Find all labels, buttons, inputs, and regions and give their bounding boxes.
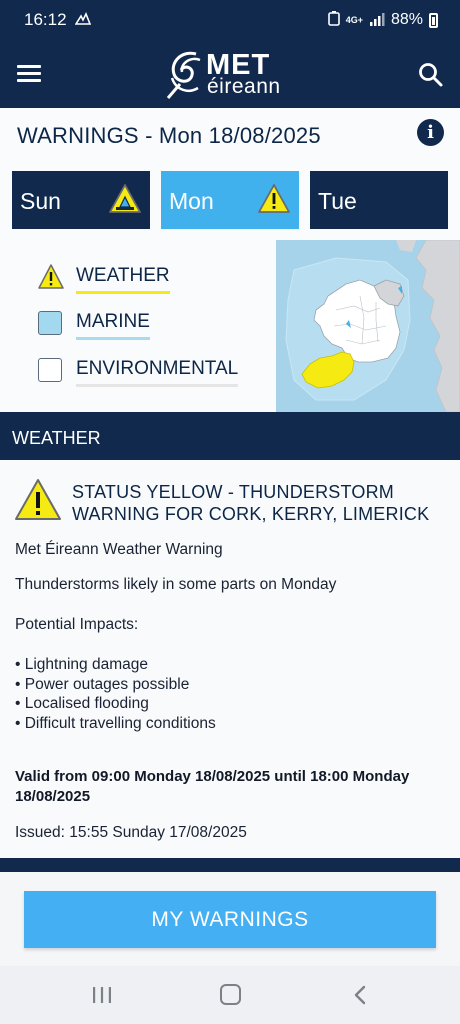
warning-triangle-icon: [38, 264, 64, 290]
impact-item: • Localised flooding: [15, 694, 216, 714]
app-header: [0, 40, 460, 108]
logo-eireann-text: éireann: [207, 75, 281, 98]
recents-icon[interactable]: [92, 986, 112, 1004]
tab-sun[interactable]: [12, 171, 150, 229]
my-warnings-button[interactable]: MY WARNINGS: [24, 891, 436, 948]
back-icon[interactable]: [352, 985, 368, 1005]
battery-icon: [429, 13, 438, 28]
tab-tue-label: Tue: [318, 188, 357, 214]
marine-checkbox[interactable]: [38, 311, 62, 335]
page-title: WARNINGS - Mon 18/08/2025: [17, 123, 321, 148]
warning-triangle-icon: [108, 183, 142, 215]
valid-period: Valid from 09:00 Monday 18/08/2025 until 18:00 Monday 18/08/2025: [15, 768, 410, 805]
battery-saver-icon: [328, 11, 340, 29]
warning-title: STATUS YELLOW - THUNDERSTORM WARNING FOR CORK, KERRY, LIMERICK: [72, 482, 430, 524]
menu-icon[interactable]: [17, 65, 41, 83]
legend-weather-label: WEATHER: [76, 265, 170, 294]
logo-swirl-icon: [166, 48, 206, 100]
warning-triangle-icon: [257, 183, 291, 215]
title-row: [0, 108, 460, 160]
impacts-heading: Potential Impacts:: [15, 616, 139, 633]
warning-map[interactable]: [276, 240, 460, 412]
environmental-checkbox[interactable]: [38, 358, 62, 382]
home-icon[interactable]: [220, 984, 241, 1005]
issued-time: Issued: 15:55 Sunday 17/08/2025: [15, 824, 247, 841]
section-header: [0, 412, 460, 460]
impacts-list: [15, 655, 216, 733]
warning-triangle-icon: [14, 478, 62, 522]
search-icon[interactable]: [418, 62, 444, 88]
network-type: 4G+: [345, 15, 363, 25]
tab-mon[interactable]: [161, 171, 299, 229]
impact-item: • Lightning damage: [15, 655, 216, 675]
impact-item: • Difficult travelling conditions: [15, 714, 216, 734]
legend-marine-label: MARINE: [76, 311, 150, 340]
battery-percent: 88%: [390, 11, 423, 28]
signal-icon: [369, 12, 385, 29]
warning-summary: Thunderstorms likely in some parts on Monday: [15, 576, 337, 593]
warning-source: Met Éireann Weather Warning: [15, 541, 223, 558]
met-eireann-logo: [166, 48, 296, 100]
legend-environmental-label: ENVIRONMENTAL: [76, 358, 238, 387]
tab-tue[interactable]: [310, 171, 448, 229]
card-footer-strip: [0, 858, 460, 872]
tab-sun-label: Sun: [20, 188, 61, 214]
tab-mon-label: Mon: [169, 188, 214, 214]
impact-item: • Power outages possible: [15, 675, 216, 695]
section-title: WEATHER: [12, 428, 101, 448]
status-time: 16:12: [24, 10, 67, 29]
logo-met-text: MET: [206, 49, 271, 81]
status-bar: [0, 0, 460, 40]
info-icon[interactable]: i: [417, 119, 444, 146]
notification-icon: [75, 12, 91, 29]
